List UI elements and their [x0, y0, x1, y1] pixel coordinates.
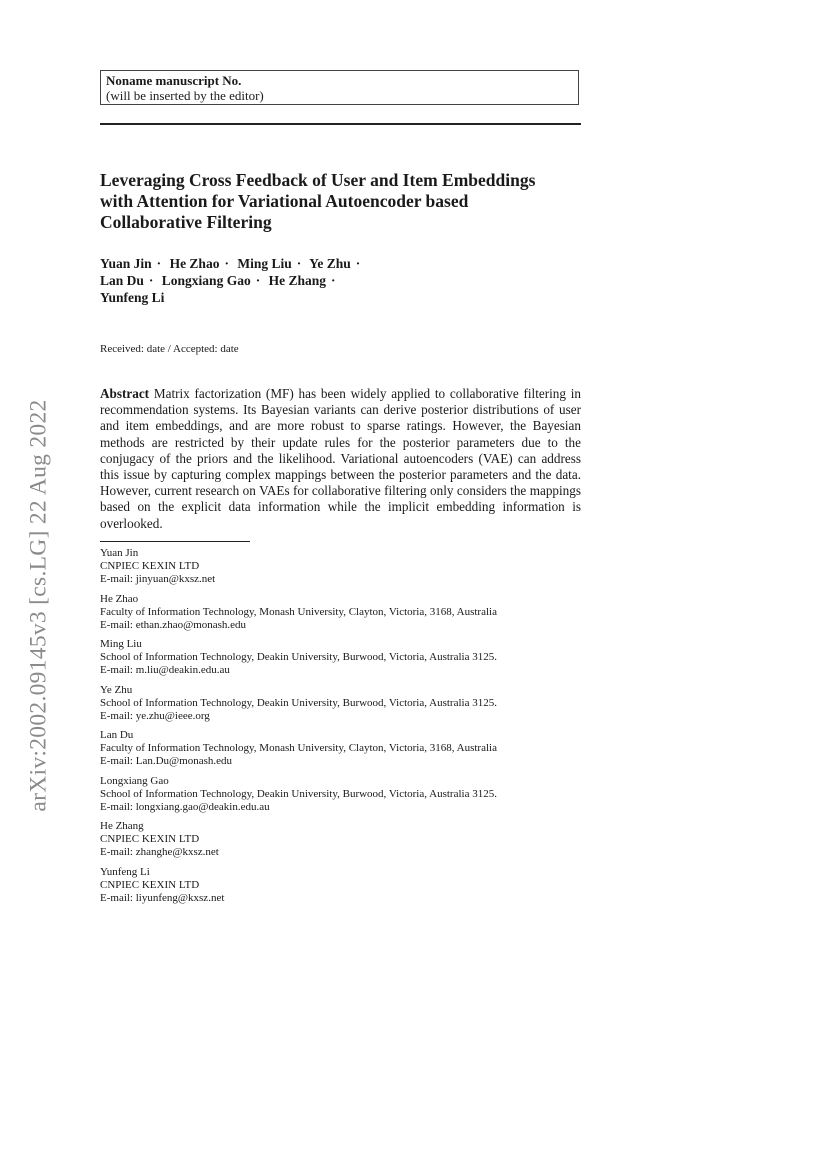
author-name: He Zhao	[169, 256, 220, 271]
arxiv-identifier: arXiv:2002.09145v3 [cs.LG] 22 Aug 2022	[25, 398, 52, 812]
affiliation-org: School of Information Technology, Deakin University, Burwood, Victoria, Australia 3125.	[100, 651, 497, 663]
affiliation-author: Yunfeng Li	[100, 865, 150, 878]
author-name: Yuan Jin	[100, 256, 152, 271]
affiliation-entry	[100, 684, 581, 723]
affiliation-email: E-mail: ethan.zhao@monash.edu	[100, 618, 247, 631]
affiliation-author: He Zhang	[100, 820, 144, 832]
author-name: Longxiang Gao	[161, 273, 251, 288]
abstract-text: Matrix factorization (MF) has been widely applied to collaborative filtering in recommendation systems. Its Bayesian variants can derive posterior distributions of user and item embeddings, and are more robust to sparse ratings. However, the Bayesian methods are restricted by their update rules for the posterior parameters due to the conjugacy of the priors and the likelihood. Variational autoencoders (VAE) can address this issue by capturing complex mappings between the posterior parameters and the data. However, current research on VAEs for collaborative filtering only considers the mappings based on the explicit data information while the implicit embedding information is overlooked.	[100, 386, 581, 531]
author-name: Yunfeng Li	[100, 290, 165, 305]
author-separator: ·	[255, 273, 261, 288]
author-separator: ·	[296, 256, 302, 271]
affiliation-entry	[100, 593, 581, 632]
affiliation-org: CNPIEC KEXIN LTD	[100, 878, 200, 891]
author-separator: ·	[224, 256, 229, 271]
author-name: Ye Zhu	[309, 256, 351, 271]
affiliation-entry	[100, 638, 581, 677]
affiliation-email: E-mail: zhanghe@kxsz.net	[100, 846, 219, 858]
editor-note: (will be inserted by the editor)	[106, 88, 264, 103]
manuscript-number-label: Noname manuscript No.	[106, 73, 242, 88]
affiliation-author: Yuan Jin	[100, 547, 139, 559]
paper-title: Leveraging Cross Feedback of User and Item Embeddings with Attention for Variational Autoencoder based Collaborative Filtering	[100, 170, 536, 232]
affiliation-email: E-mail: jinyuan@kxsz.net	[100, 573, 216, 585]
affiliation-email: E-mail: ye.zhu@ieee.org	[100, 709, 210, 722]
affiliation-entry	[100, 866, 581, 905]
footnote-rule	[100, 541, 250, 542]
received-accepted-dates: Received: date / Accepted: date	[100, 343, 239, 355]
affiliation-author: Longxiang Gao	[100, 774, 169, 787]
affiliation-author: Ming Liu	[100, 638, 142, 650]
affiliation-entry	[100, 547, 581, 586]
affiliation-list	[100, 547, 581, 911]
affiliation-org: School of Information Technology, Deakin University, Burwood, Victoria, Australia 3125.	[100, 787, 497, 800]
affiliation-author: Lan Du	[100, 729, 134, 741]
author-name: Ming Liu	[237, 256, 292, 271]
affiliation-author: He Zhao	[100, 592, 139, 605]
header-rule	[100, 123, 581, 125]
affiliation-entry	[100, 729, 581, 768]
author-separator: ·	[156, 256, 162, 271]
author-separator: ·	[355, 256, 361, 271]
affiliation-email: E-mail: longxiang.gao@deakin.edu.au	[100, 800, 270, 813]
author-separator: ·	[330, 273, 336, 288]
affiliation-entry	[100, 820, 581, 859]
affiliation-email: E-mail: Lan.Du@monash.edu	[100, 755, 233, 767]
author-list	[100, 255, 375, 306]
affiliation-email: E-mail: m.liu@deakin.edu.au	[100, 664, 230, 676]
affiliation-author: Ye Zhu	[100, 683, 133, 696]
affiliation-org: Faculty of Information Technology, Monash University, Clayton, Victoria, 3168, Australia	[100, 742, 497, 754]
affiliation-org: School of Information Technology, Deakin University, Burwood, Victoria, Australia 3125.	[100, 696, 497, 709]
author-name: He Zhang	[268, 273, 326, 288]
arxiv-side-stamp	[22, 360, 56, 850]
author-separator: ·	[148, 273, 154, 288]
author-name: Lan Du	[100, 273, 144, 288]
affiliation-entry	[100, 775, 581, 814]
editor-box	[100, 70, 579, 105]
affiliation-org: Faculty of Information Technology, Monash University, Clayton, Victoria, 3168, Australia	[100, 605, 497, 618]
affiliation-org: CNPIEC KEXIN LTD	[100, 833, 200, 845]
affiliation-email: E-mail: liyunfeng@kxsz.net	[100, 891, 225, 904]
abstract-label: Abstract	[100, 386, 150, 401]
affiliation-org: CNPIEC KEXIN LTD	[100, 560, 200, 572]
abstract	[100, 386, 581, 532]
